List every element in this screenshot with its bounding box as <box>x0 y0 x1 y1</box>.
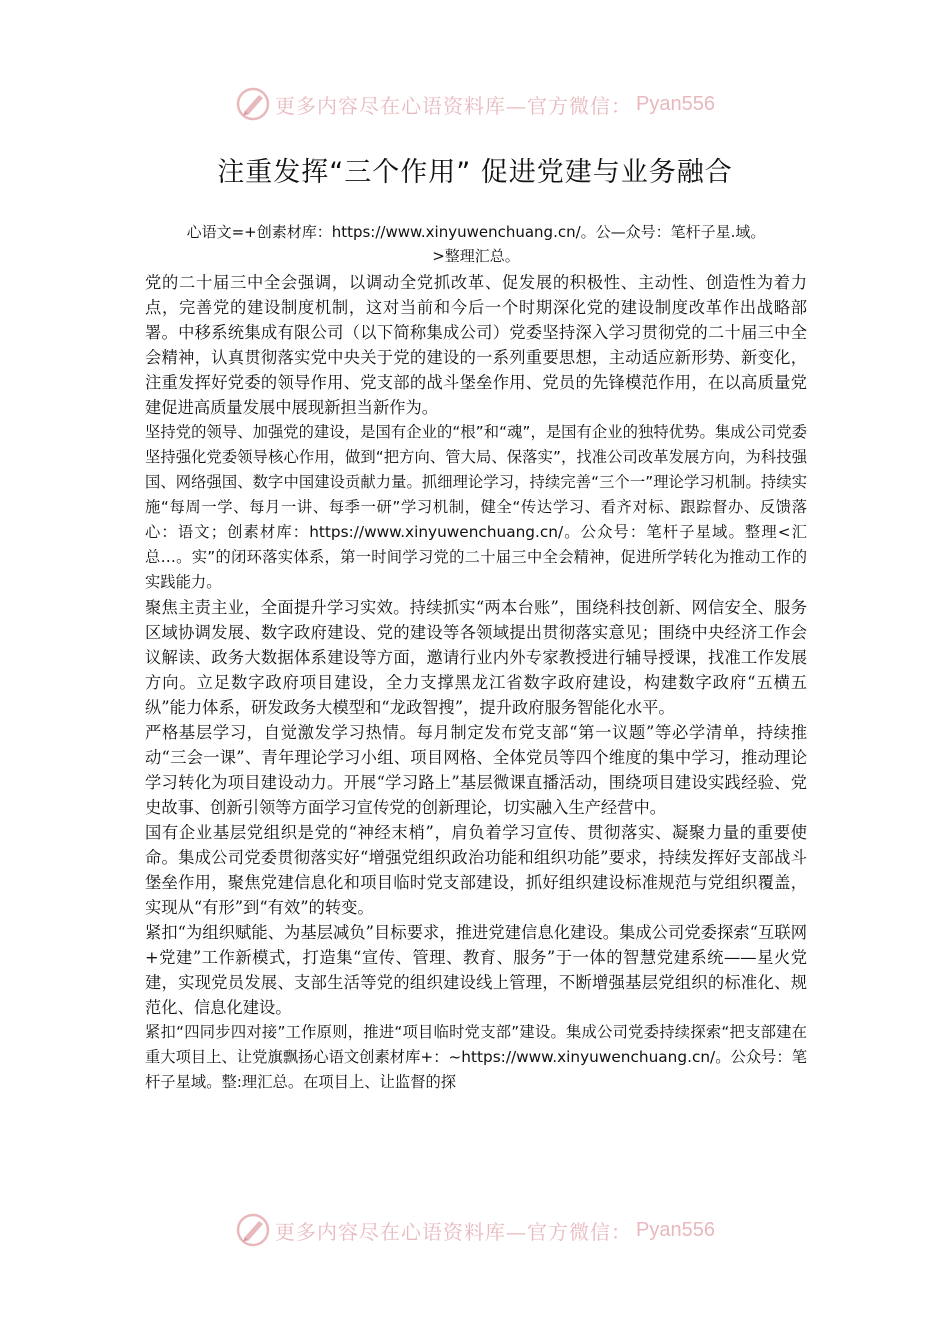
header-watermark-banner <box>0 84 950 124</box>
paragraph-4: 严格基层学习，自觉激发学习热情。每月制定发布党支部“第一议题”等必学清单，持续推动“三会一课”、青年理论学习小组、项目网格、全体党员等四个维度的集中学习，推动理论学习转化为项目建设动力。开展“学习路上”基层微课直播活动，围绕项目建设实践经验、党史故事、创新引领等方面学习宣传党的创新理论，切实融入生产经营中。 <box>145 723 807 817</box>
source-line-1: 心语文=+创素材库：https://www.xinyuwenchuang.cn/。公—众号：笔杆子星.域。 <box>186 223 766 241</box>
paragraph-6: 紧扣“为组织赋能、为基层减负”目标要求，推进党建信息化建设。集成公司党委探索“互联网+党建”工作新模式，打造集“宣传、管理、教育、服务”于一体的智慧党建系统——星火党建，实现党员发展、支部生活等党的组织建设线上管理，不断增强基层党组织的标准化、规范化、信息化建设。 <box>145 923 807 1017</box>
document-title: 注重发挥“三个作用” 促进党建与业务融合 <box>217 157 733 188</box>
banner-text: 更多内容尽在心语资料库—官方微信： <box>275 93 633 118</box>
banner-wechat-id: Pyan556 <box>636 1218 715 1241</box>
pen-logo-icon <box>235 86 271 122</box>
paragraph-3: 聚焦主责主业，全面提升学习实效。持续抓实“两本台账”，围绕科技创新、网信安全、服务区域协调发展、数字政府建设、党的建设等各领域提出贯彻落实意见；围绕中央经济工作会议解读、政务大数据体系建设等方面，邀请行业内外专家教授进行辅导授课，找准工作发展方向。立足数字政府项目建设，全力支撑黑龙江省数字政府建设，构建数字政府“五横五纵”能力体系，研发政务大模型和“龙政智搜”，提升政府服务智能化水平。 <box>145 598 807 717</box>
source-line-2: >整理汇总。 <box>432 247 520 265</box>
banner-text: 更多内容尽在心语资料库—官方微信： <box>275 1219 633 1244</box>
footer-watermark-banner <box>0 1210 950 1250</box>
paragraph-5: 国有企业基层党组织是党的“神经末梢”，肩负着学习宣传、贯彻落实、凝聚力量的重要使命。集成公司党委贯彻落实好“增强党组织政治功能和组织功能”要求，持续发挥好支部战斗堡垒作用，聚焦党建信息化和项目临时党支部建设，抓好组织建设标准规范与党组织覆盖，实现从“有形”到“有效”的转变。 <box>145 823 807 917</box>
banner-wechat-id: Pyan556 <box>636 92 715 115</box>
paragraph-7: 紧扣“四同步四对接”工作原则，推进“项目临时党支部”建设。集成公司党委持续探索“把支部建在重大项目上、让党旗飘扬心语文创素材库+：~https://www.xinyuwenchuang.cn/。公众号：笔杆子星域。整:理汇总。在项目上、让监督的探 <box>145 1023 807 1091</box>
document-body <box>145 270 807 1095</box>
pen-logo-icon <box>235 1212 271 1248</box>
paragraph-2: 坚持党的领导、加强党的建设，是国有企业的“根”和“魂”，是国有企业的独特优势。集成公司党委坚持强化党委领导核心作用，做到“把方向、管大局、保落实”，找准公司改革发展方向，为科技强国、网络强国、数字中国建设贡献力量。抓细理论学习，持续完善“三个一”理论学习机制。持续实施“每周一学、每月一讲、每季一研”学习机制，健全“传达学习、看齐对标、跟踪督办、反馈落心：语文；创素材库：https://www.xinyuwenchuang.cn/。公众号：笔杆子星域。整理<汇总…。实”的闭环落实体系，第一时间学习党的二十届三中全会精神，促进所学转化为推动工作的实践能力。 <box>145 423 807 591</box>
paragraph-1: 党的二十届三中全会强调，以调动全党抓改革、促发展的积极性、主动性、创造性为着力点，完善党的建设制度机制，这对当前和今后一个时期深化党的建设制度改革作出战略部署。中移系统集成有限公司（以下简称集成公司）党委坚持深入学习贯彻党的二十届三中全会精神，认真贯彻落实党中央关于党的建设的一系列重要思想，主动适应新形势、新变化，注重发挥好党委的领导作用、党支部的战斗堡垒作用、党员的先锋模范作用，在以高质量党建促进高质量发展中展现新担当新作为。 <box>145 273 807 417</box>
